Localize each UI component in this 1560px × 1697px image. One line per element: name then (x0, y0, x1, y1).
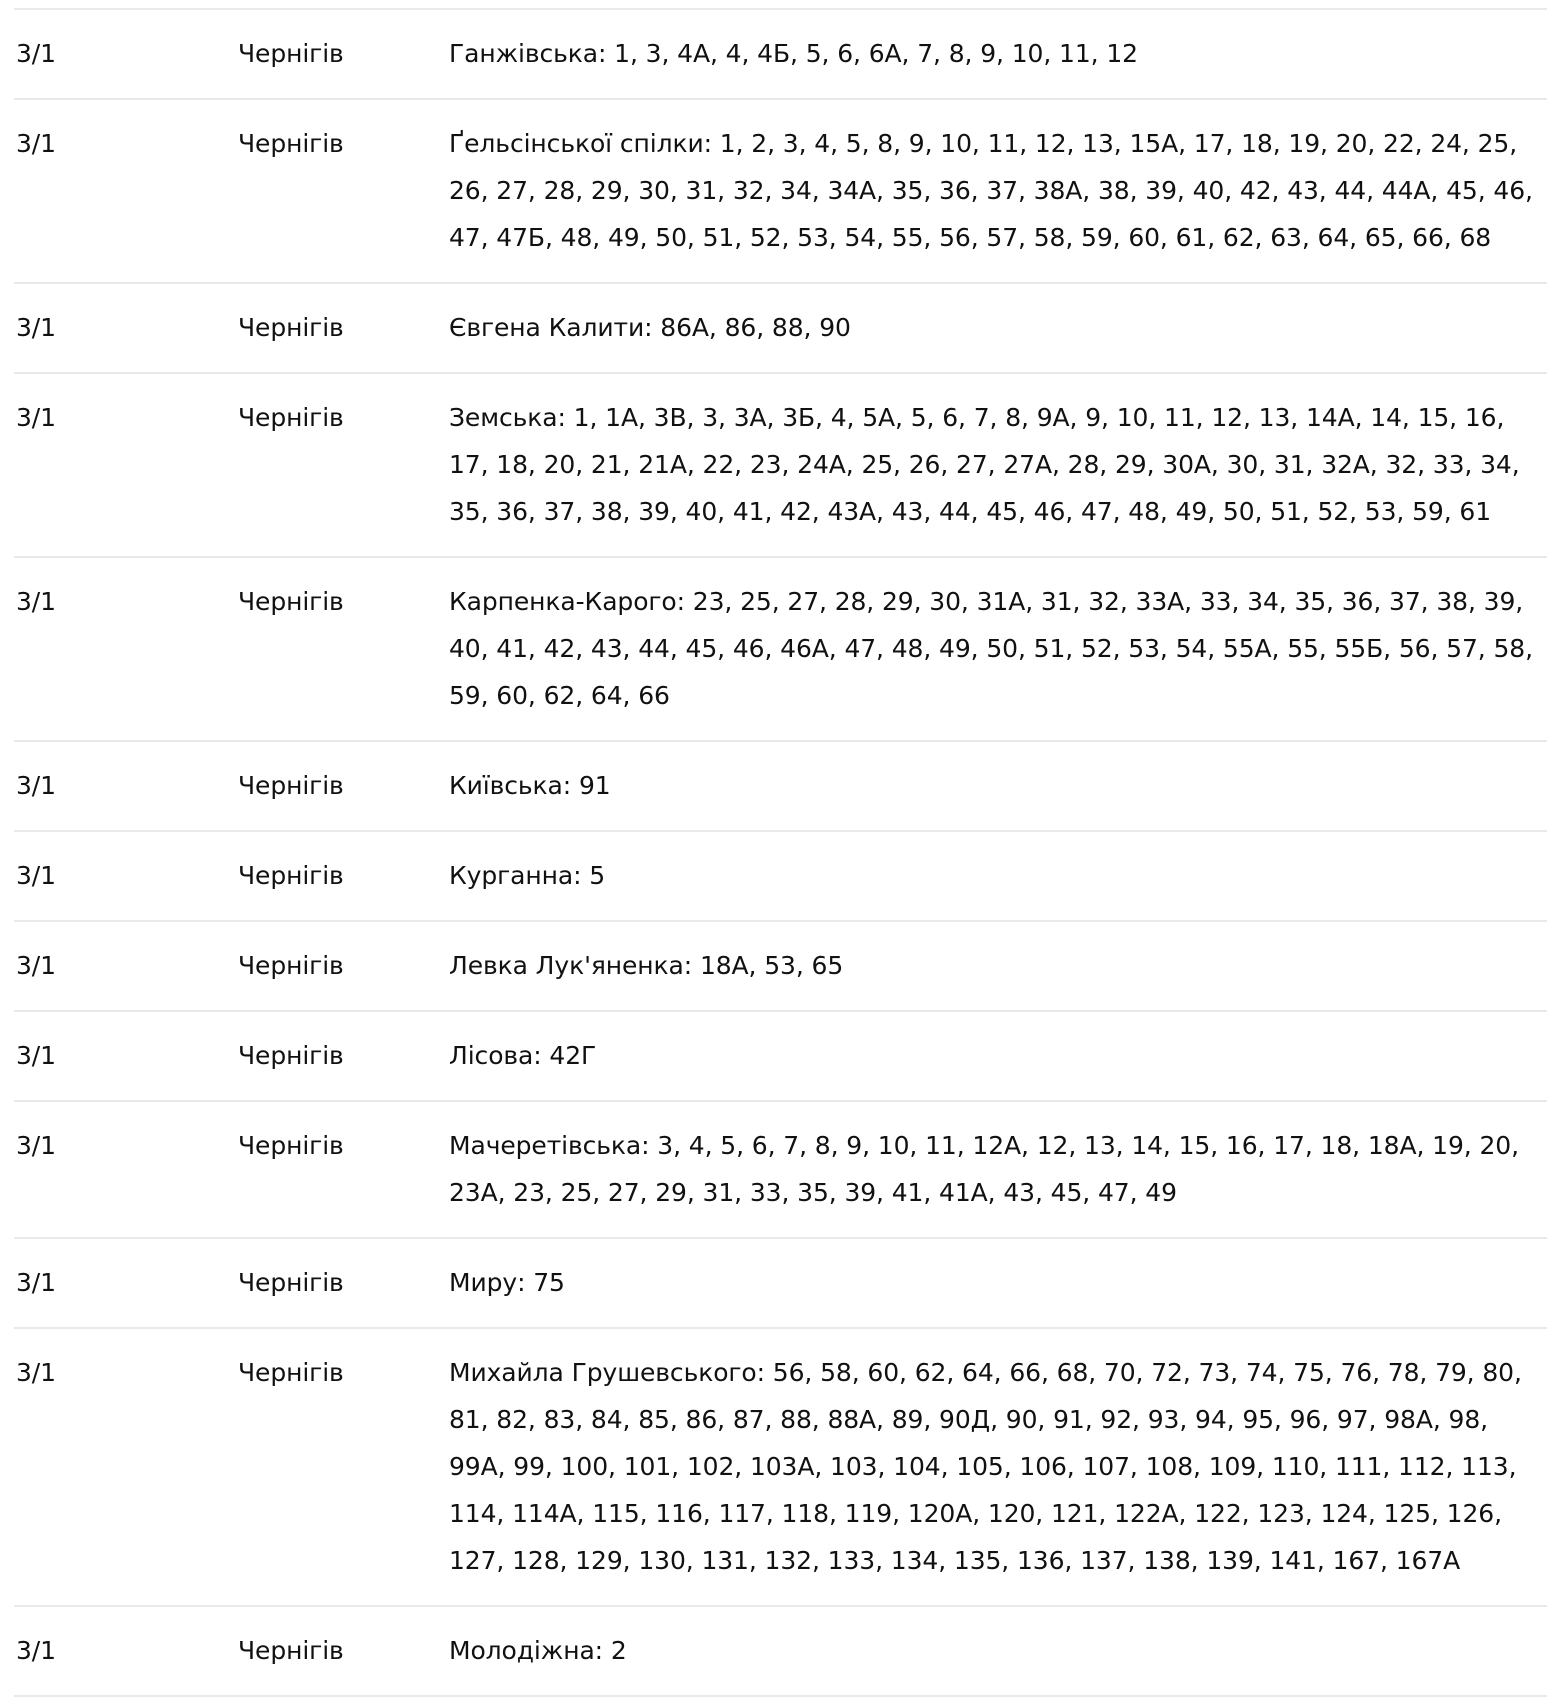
table-row (14, 742, 1547, 832)
queue-cell: 3/1 (16, 313, 56, 342)
table-row (14, 1102, 1547, 1239)
address-cell: Земська: 1, 1А, 3В, 3, 3А, 3Б, 4, 5А, 5, 6, 7, 8, 9А, 9, 10, 11, 12, 13, 14А, 14, 15, 16, 17, 18, 20, 21, 21А, 22, 23, 24А, 25, 26, 27, 27А, 28, 29, 30А, 30, 31, 32А, 32, 33, 34, 35, 36, 37, 38, 39, 40, 41, 42, 43А, 43, 44, 45, 46, 47, 48, 49, 50, 51, 52, 53, 59, 61 (449, 403, 1520, 526)
table-row (14, 1607, 1547, 1697)
table-row (14, 284, 1547, 374)
address-cell: Молодіжна: 2 (449, 1636, 627, 1665)
address-cell: Карпенка-Карого: 23, 25, 27, 28, 29, 30, 31А, 31, 32, 33А, 33, 34, 35, 36, 37, 38, 39, 40, 41, 42, 43, 44, 45, 46, 46А, 47, 48, 49, 50, 51, 52, 53, 54, 55А, 55, 55Б, 56, 57, 58, 59, 60, 62, 64, 66 (449, 587, 1533, 710)
queue-cell: 3/1 (16, 587, 56, 616)
table-row (14, 10, 1547, 100)
table-row (14, 374, 1547, 558)
queue-cell: 3/1 (16, 1358, 56, 1387)
queue-cell: 3/1 (16, 1131, 56, 1160)
city-cell: Чернігів (238, 129, 344, 158)
table-row (14, 558, 1547, 742)
table-row (14, 1329, 1547, 1607)
city-cell: Чернігів (238, 951, 344, 980)
queue-cell: 3/1 (16, 39, 56, 68)
address-cell: Київська: 91 (449, 771, 611, 800)
table-row (14, 832, 1547, 922)
table-row (14, 922, 1547, 1012)
city-cell: Чернігів (238, 587, 344, 616)
queue-cell: 3/1 (16, 771, 56, 800)
queue-cell: 3/1 (16, 1636, 56, 1665)
queue-cell: 3/1 (16, 403, 56, 432)
queue-cell: 3/1 (16, 1268, 56, 1297)
city-cell: Чернігів (238, 39, 344, 68)
address-cell: Ґельсінської спілки: 1, 2, 3, 4, 5, 8, 9, 10, 11, 12, 13, 15А, 17, 18, 19, 20, 22, 24, 25, 26, 27, 28, 29, 30, 31, 32, 34, 34А, 35, 36, 37, 38А, 38, 39, 40, 42, 43, 44, 44А, 45, 46, 47, 47Б, 48, 49, 50, 51, 52, 53, 54, 55, 56, 57, 58, 59, 60, 61, 62, 63, 64, 65, 66, 68 (449, 129, 1533, 252)
address-cell: Євгена Калити: 86А, 86, 88, 90 (449, 313, 851, 342)
address-cell: Лісова: 42Г (449, 1041, 597, 1070)
city-cell: Чернігів (238, 1131, 344, 1160)
city-cell: Чернігів (238, 861, 344, 890)
outage-schedule-table (14, 8, 1547, 1697)
city-cell: Чернігів (238, 1636, 344, 1665)
table-row (14, 1012, 1547, 1102)
city-cell: Чернігів (238, 1358, 344, 1387)
city-cell: Чернігів (238, 771, 344, 800)
city-cell: Чернігів (238, 1268, 344, 1297)
table-row (14, 100, 1547, 284)
table-row (14, 1239, 1547, 1329)
address-cell: Левка Лук'яненка: 18А, 53, 65 (449, 951, 844, 980)
address-cell: Мачеретівська: 3, 4, 5, 6, 7, 8, 9, 10, 11, 12А, 12, 13, 14, 15, 16, 17, 18, 18А, 19, 20, 23А, 23, 25, 27, 29, 31, 33, 35, 39, 41, 41А, 43, 45, 47, 49 (449, 1131, 1519, 1207)
city-cell: Чернігів (238, 1041, 344, 1070)
city-cell: Чернігів (238, 313, 344, 342)
city-cell: Чернігів (238, 403, 344, 432)
queue-cell: 3/1 (16, 129, 56, 158)
queue-cell: 3/1 (16, 1041, 56, 1070)
queue-cell: 3/1 (16, 861, 56, 890)
queue-cell: 3/1 (16, 951, 56, 980)
address-cell: Миру: 75 (449, 1268, 565, 1297)
address-cell: Ганжівська: 1, 3, 4А, 4, 4Б, 5, 6, 6А, 7, 8, 9, 10, 11, 12 (449, 39, 1138, 68)
address-cell: Михайла Грушевського: 56, 58, 60, 62, 64, 66, 68, 70, 72, 73, 74, 75, 76, 78, 79, 80, 81, 82, 83, 84, 85, 86, 87, 88, 88А, 89, 90Д, 90, 91, 92, 93, 94, 95, 96, 97, 98А, 98, 99А, 99, 100, 101, 102, 103А, 103, 104, 105, 106, 107, 108, 109, 110, 111, 112, 113, 114, 114А, 115, 116, 117, 118, 119, 120А, 120, 121, 122А, 122, 123, 124, 125, 126, 127, 128, 129, 130, 131, 132, 133, 134, 135, 136, 137, 138, 139, 141, 167, 167А (449, 1358, 1522, 1575)
address-cell: Курганна: 5 (449, 861, 606, 890)
